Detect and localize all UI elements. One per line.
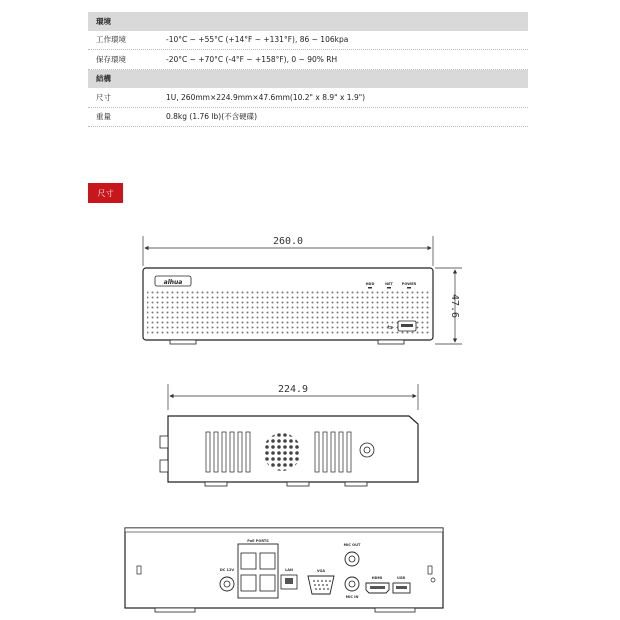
side-foot-mid (287, 482, 309, 486)
spec-key: 保存環境 (96, 54, 126, 64)
rear-tab-left (137, 566, 141, 574)
mic-in-label: MIC IN (345, 595, 359, 599)
front-height-dimension (435, 268, 462, 344)
led-label-power: POWER (401, 282, 417, 286)
usb-icon: ⇆ (387, 324, 393, 331)
poe-port-2 (260, 553, 275, 569)
rear-foot-right (375, 608, 415, 612)
mic-out-label: MIC OUT (343, 543, 361, 547)
section-title: 結構 (96, 74, 111, 84)
brand-logo-text: alhua (163, 279, 183, 286)
section-title: 環境 (96, 16, 111, 26)
spec-value: -10°C ~ +55°C (+14°F ~ +131°F), 86 ~ 106kpa (166, 35, 349, 45)
spec-key: 重量 (96, 112, 111, 122)
spec-value: 1U, 260mm×224.9mm×47.6mm(10.2" x 8.9" x 1.9") (166, 92, 366, 102)
spec-key: 工作環境 (96, 35, 126, 45)
rear-view (125, 528, 443, 612)
spec-value: 0.8kg (1.76 lb)(不含硬碟) (166, 112, 258, 122)
usb-label: USB (396, 576, 406, 580)
depth-label: 224.9 (277, 384, 309, 395)
front-width-label: 260.0 (272, 236, 304, 247)
hdmi-label: HDMI (371, 576, 383, 580)
vga-label: VGA (316, 569, 326, 573)
front-width-dimension (143, 236, 433, 266)
side-view (160, 416, 418, 486)
rear-foot-left (155, 608, 195, 612)
led-label-net: NET (385, 282, 393, 286)
poe-port-1 (241, 553, 256, 569)
dimensions-badge: 尺寸 (88, 183, 123, 203)
side-foot-left (205, 482, 227, 486)
ground-screw (431, 578, 435, 582)
spec-key: 尺寸 (96, 92, 111, 102)
side-fan-grille (263, 433, 301, 471)
dc-label: DC 12V (219, 568, 235, 572)
depth-dimension (168, 384, 418, 410)
side-tab-bottom (160, 460, 168, 472)
poe-port-3 (241, 575, 256, 591)
vga-port (308, 576, 334, 594)
spec-value: -20°C ~ +70°C (-4°F ~ +158°F), 0 ~ 90% RH (166, 54, 338, 64)
led-label-hdd: HDD (365, 282, 375, 286)
front-foot-right (378, 340, 404, 344)
front-height-label: 47.6 (449, 293, 460, 319)
lan-label: LAN (285, 568, 293, 572)
rear-tab-right (428, 566, 432, 574)
front-foot-left (170, 340, 196, 344)
poe-port-4 (260, 575, 275, 591)
side-foot-right (345, 482, 367, 486)
poe-label: PoE PORTS (247, 539, 269, 543)
front-view (143, 268, 433, 344)
side-tab-top (160, 436, 168, 448)
